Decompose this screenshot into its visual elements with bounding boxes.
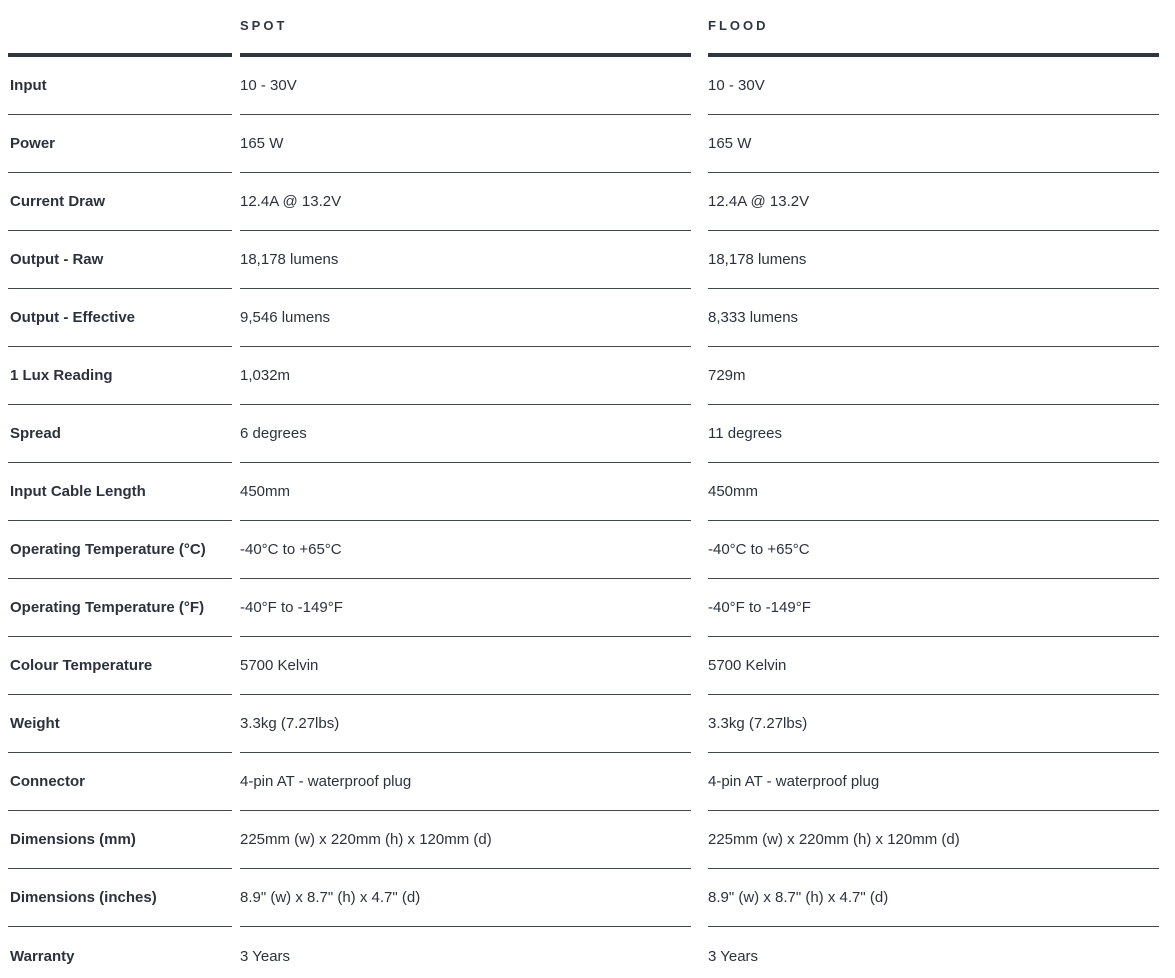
column-header-spot: SPOT xyxy=(240,18,288,33)
spec-value-flood: 225mm (w) x 220mm (h) x 120mm (d) xyxy=(708,811,1159,869)
header-label-spacer xyxy=(8,0,232,57)
spec-value-flood: 450mm xyxy=(708,463,1159,521)
spec-value-spot: 9,546 lumens xyxy=(240,289,691,347)
spec-row xyxy=(8,811,1175,869)
spec-value-flood: 165 W xyxy=(708,115,1159,173)
spec-row xyxy=(8,115,1175,173)
spec-value-spot: 12.4A @ 13.2V xyxy=(240,173,691,231)
spec-value-spot: 10 - 30V xyxy=(240,57,691,115)
spec-row xyxy=(8,753,1175,811)
spec-value-spot: 18,178 lumens xyxy=(240,231,691,289)
spec-label: Operating Temperature (°F) xyxy=(8,579,232,637)
spec-value-flood: 3.3kg (7.27lbs) xyxy=(708,695,1159,753)
spec-row xyxy=(8,695,1175,753)
table-header-row xyxy=(8,0,1175,57)
spec-row xyxy=(8,347,1175,405)
spec-row xyxy=(8,405,1175,463)
spec-label: Spread xyxy=(8,405,232,463)
spec-value-flood: 729m xyxy=(708,347,1159,405)
spec-value-spot: 3 Years xyxy=(240,947,291,965)
spec-label: Input Cable Length xyxy=(8,463,232,521)
spec-value-spot: -40°C to +65°C xyxy=(240,521,691,579)
spec-label: Current Draw xyxy=(8,173,232,231)
spec-row xyxy=(8,869,1175,927)
spec-label: Colour Temperature xyxy=(8,637,232,695)
spec-rows xyxy=(8,57,1175,978)
spec-row xyxy=(8,173,1175,231)
spec-value-spot: -40°F to -149°F xyxy=(240,579,691,637)
spec-label: Dimensions (inches) xyxy=(8,869,232,927)
spec-row xyxy=(8,521,1175,579)
spec-row xyxy=(8,57,1175,115)
spec-value-spot: 450mm xyxy=(240,463,691,521)
column-header-flood-cell xyxy=(708,0,1159,57)
spec-value-flood: -40°F to -149°F xyxy=(708,579,1159,637)
spec-label: 1 Lux Reading xyxy=(8,347,232,405)
spec-value-flood: 8,333 lumens xyxy=(708,289,1159,347)
spec-label: Output - Raw xyxy=(8,231,232,289)
spec-label: Operating Temperature (°C) xyxy=(8,521,232,579)
spec-label: Power xyxy=(8,115,232,173)
spec-label: Dimensions (mm) xyxy=(8,811,232,869)
spec-value-spot: 4-pin AT - waterproof plug xyxy=(240,753,691,811)
spec-value-spot: 5700 Kelvin xyxy=(240,637,691,695)
spec-value-spot: 3.3kg (7.27lbs) xyxy=(240,695,691,753)
spec-label: Input xyxy=(8,57,232,115)
spec-row xyxy=(8,289,1175,347)
column-header-spot-cell xyxy=(240,0,691,57)
spec-row xyxy=(8,231,1175,289)
spec-value-flood: -40°C to +65°C xyxy=(708,521,1159,579)
spec-value-flood: 8.9" (w) x 8.7" (h) x 4.7" (d) xyxy=(708,869,1159,927)
spec-value-spot: 225mm (w) x 220mm (h) x 120mm (d) xyxy=(240,811,691,869)
column-header-flood: FLOOD xyxy=(708,18,769,33)
spec-value-spot: 6 degrees xyxy=(240,405,691,463)
spec-value-spot: 1,032m xyxy=(240,347,691,405)
spec-value-flood: 10 - 30V xyxy=(708,57,1159,115)
spec-label: Warranty xyxy=(10,947,75,965)
spec-value-flood: 3 Years xyxy=(708,947,759,965)
spec-row xyxy=(8,927,1175,978)
spec-row xyxy=(8,637,1175,695)
spec-label: Connector xyxy=(8,753,232,811)
spec-value-flood: 18,178 lumens xyxy=(708,231,1159,289)
spec-row xyxy=(8,463,1175,521)
spec-value-spot: 165 W xyxy=(240,115,691,173)
spec-value-spot: 8.9" (w) x 8.7" (h) x 4.7" (d) xyxy=(240,869,691,927)
spec-label: Weight xyxy=(8,695,232,753)
spec-row xyxy=(8,579,1175,637)
spec-value-flood: 11 degrees xyxy=(708,405,1159,463)
spec-value-flood: 4-pin AT - waterproof plug xyxy=(708,753,1159,811)
spec-label: Output - Effective xyxy=(8,289,232,347)
spec-value-flood: 5700 Kelvin xyxy=(708,637,1159,695)
spec-value-flood: 12.4A @ 13.2V xyxy=(708,173,1159,231)
